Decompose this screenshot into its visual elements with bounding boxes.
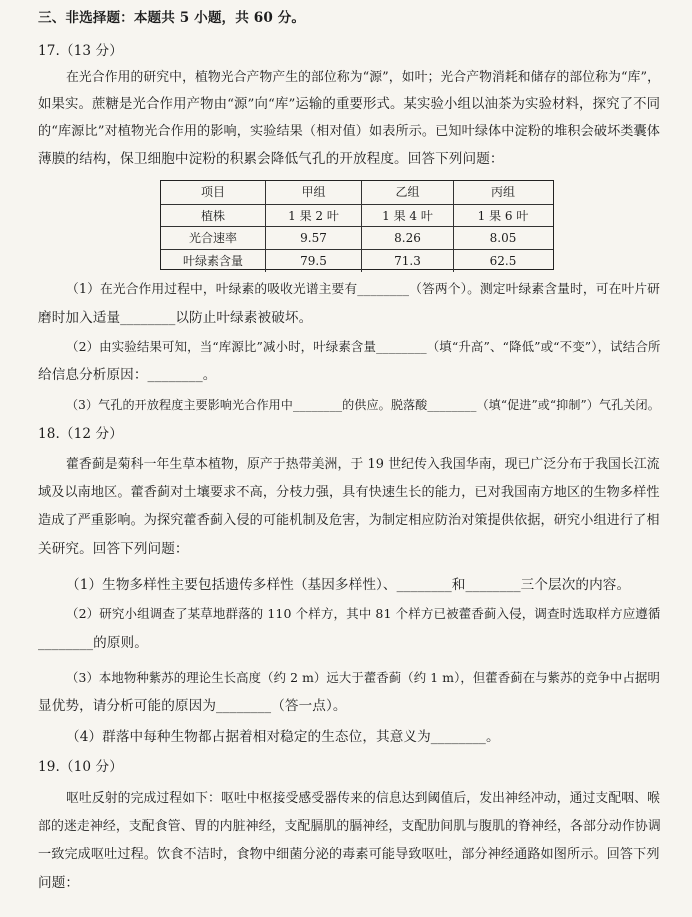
results-table [160, 180, 554, 270]
q18-intro-line-2: 域及以南地区。藿香蓟对土壤要求不高，分枝力强，具有快速生长的能力，已对我国南方地区的生物多样性 [38, 485, 660, 500]
q18-sub1: （1）生物多样性主要包括遗传多样性（基因多样性）、________和________三个层次的内容。 [66, 577, 631, 593]
q17-intro-line-4: 薄膜的结构，保卫细胞中淀粉的积累会降低气孔的开放程度。回答下列问题： [38, 151, 504, 167]
q17-sub2-line-1: （2）由实验结果可知，当“库源比”减小时，叶绿素含量________（填“升高”、“降低”或“不变”），试结合所 [66, 339, 661, 354]
table-cell: 植株 [200, 208, 225, 223]
q19-intro-line-4: 问题： [38, 875, 80, 891]
q18-sub3-line-2: 显优势，请分析可能的原因为________（答一点）。 [38, 698, 347, 714]
q18-sub4: （4）群落中每种生物都占据着相对稳定的生态位，其意义为________。 [66, 729, 500, 745]
q18-intro-line-3: 造成了严重影响。为探究藿香蓟入侵的可能机制及危害，为制定相应防治对策提供依据，研究小组进行了相 [38, 513, 660, 528]
table-header-row [161, 181, 553, 204]
q17-sub1-line-2: 磨时加入适量________以防止叶绿素被破坏。 [38, 310, 313, 326]
q18-intro-line-4: 关研究。回答下列问题： [38, 541, 189, 557]
q19-intro-line-1: 呕吐反射的完成过程如下：呕吐中枢接受感受器传来的信息达到阈值后，发出神经冲动，通过支配咽、喉 [66, 791, 660, 806]
table-row [161, 249, 553, 273]
q18-intro-line-1: 藿香蓟是菊科一年生草本植物，原产于热带美洲，于 19 世纪传入我国华南，现已广泛分布于我国长江流 [66, 457, 660, 472]
table-header-cell: 项目 [200, 185, 225, 199]
q17-intro-line-2: 如果实。蔗糖是光合作用产物由“源”向“库”运输的重要形式。某实验小组以油茶为实验材料，探究了不同 [38, 97, 661, 112]
table-cell: 8.05 [453, 227, 552, 250]
q18-sub2-line-1: （2）研究小组调查了某草地群落的 110 个样方，其中 81 个样方已被藿香蓟入侵，调查时选取样方应遵循 [66, 606, 661, 621]
q19-intro-line-2: 部的迷走神经，支配食管、胃的内脏神经，支配膈肌的膈神经，支配肋间肌与腹肌的脊神经，各部分动作协调 [38, 819, 661, 834]
table-cell: 1 果 2 叶 [265, 205, 361, 228]
table-cell: 光合速率 [188, 231, 237, 245]
q19-title: 19.（10 分） [38, 759, 123, 775]
table-header-cell: 乙组 [361, 181, 453, 204]
table-cell: 71.3 [361, 250, 453, 273]
q17-title: 17.（13 分） [38, 43, 123, 59]
q18-sub3-line-1: （3）本地物种紫苏的理论生长高度（约 2 m）远大于藿香蓟（约 1 m），但藿香蓟在与紫苏的竞争中占据明 [66, 670, 660, 685]
q17-sub1-line-1: （1）在光合作用过程中，叶绿素的吸收光谱主要有________（答两个）。测定叶绿素含量时，可在叶片研 [66, 282, 661, 297]
q17-sub3: （3）气孔的开放程度主要影响光合作用中________的供应。脱落酸________（填“促进”或“抑制”）气孔关闭。 [66, 398, 660, 412]
section-header: 三、非选择题：本题共 5 小题，共 60 分。 [38, 10, 306, 26]
table-row [161, 204, 553, 228]
table-cell: 9.57 [265, 227, 361, 250]
table-header-cell: 丙组 [453, 181, 552, 204]
q18-title: 18.（12 分） [38, 426, 123, 442]
table-cell: 62.5 [453, 250, 552, 273]
q19-intro-line-3: 一致完成呕吐过程。饮食不洁时，食物中细菌分泌的毒素可能导致呕吐，部分神经通路如图所示。回答下列 [38, 847, 660, 862]
q17-sub2-line-2: 给信息分析原因：________。 [38, 367, 217, 383]
table-header-cell: 甲组 [265, 181, 361, 204]
table-cell: 1 果 6 叶 [453, 205, 552, 228]
table-row [161, 226, 553, 250]
q18-sub2-line-2: ________的原则。 [38, 635, 148, 651]
table-cell: 8.26 [361, 227, 453, 250]
table-cell: 79.5 [265, 250, 361, 273]
q17-intro-line-3: 的“库源比”对植物光合作用的影响，实验结果（相对值）如表所示。已知叶绿体中淀粉的堆积会破坏类囊体 [38, 124, 660, 139]
table-cell: 1 果 4 叶 [361, 205, 453, 228]
q17-intro-line-1: 在光合作用的研究中，植物光合产物产生的部位称为“源”，如叶；光合产物消耗和储存的部位称为“库”， [66, 70, 661, 85]
table-cell: 叶绿素含量 [182, 253, 243, 268]
